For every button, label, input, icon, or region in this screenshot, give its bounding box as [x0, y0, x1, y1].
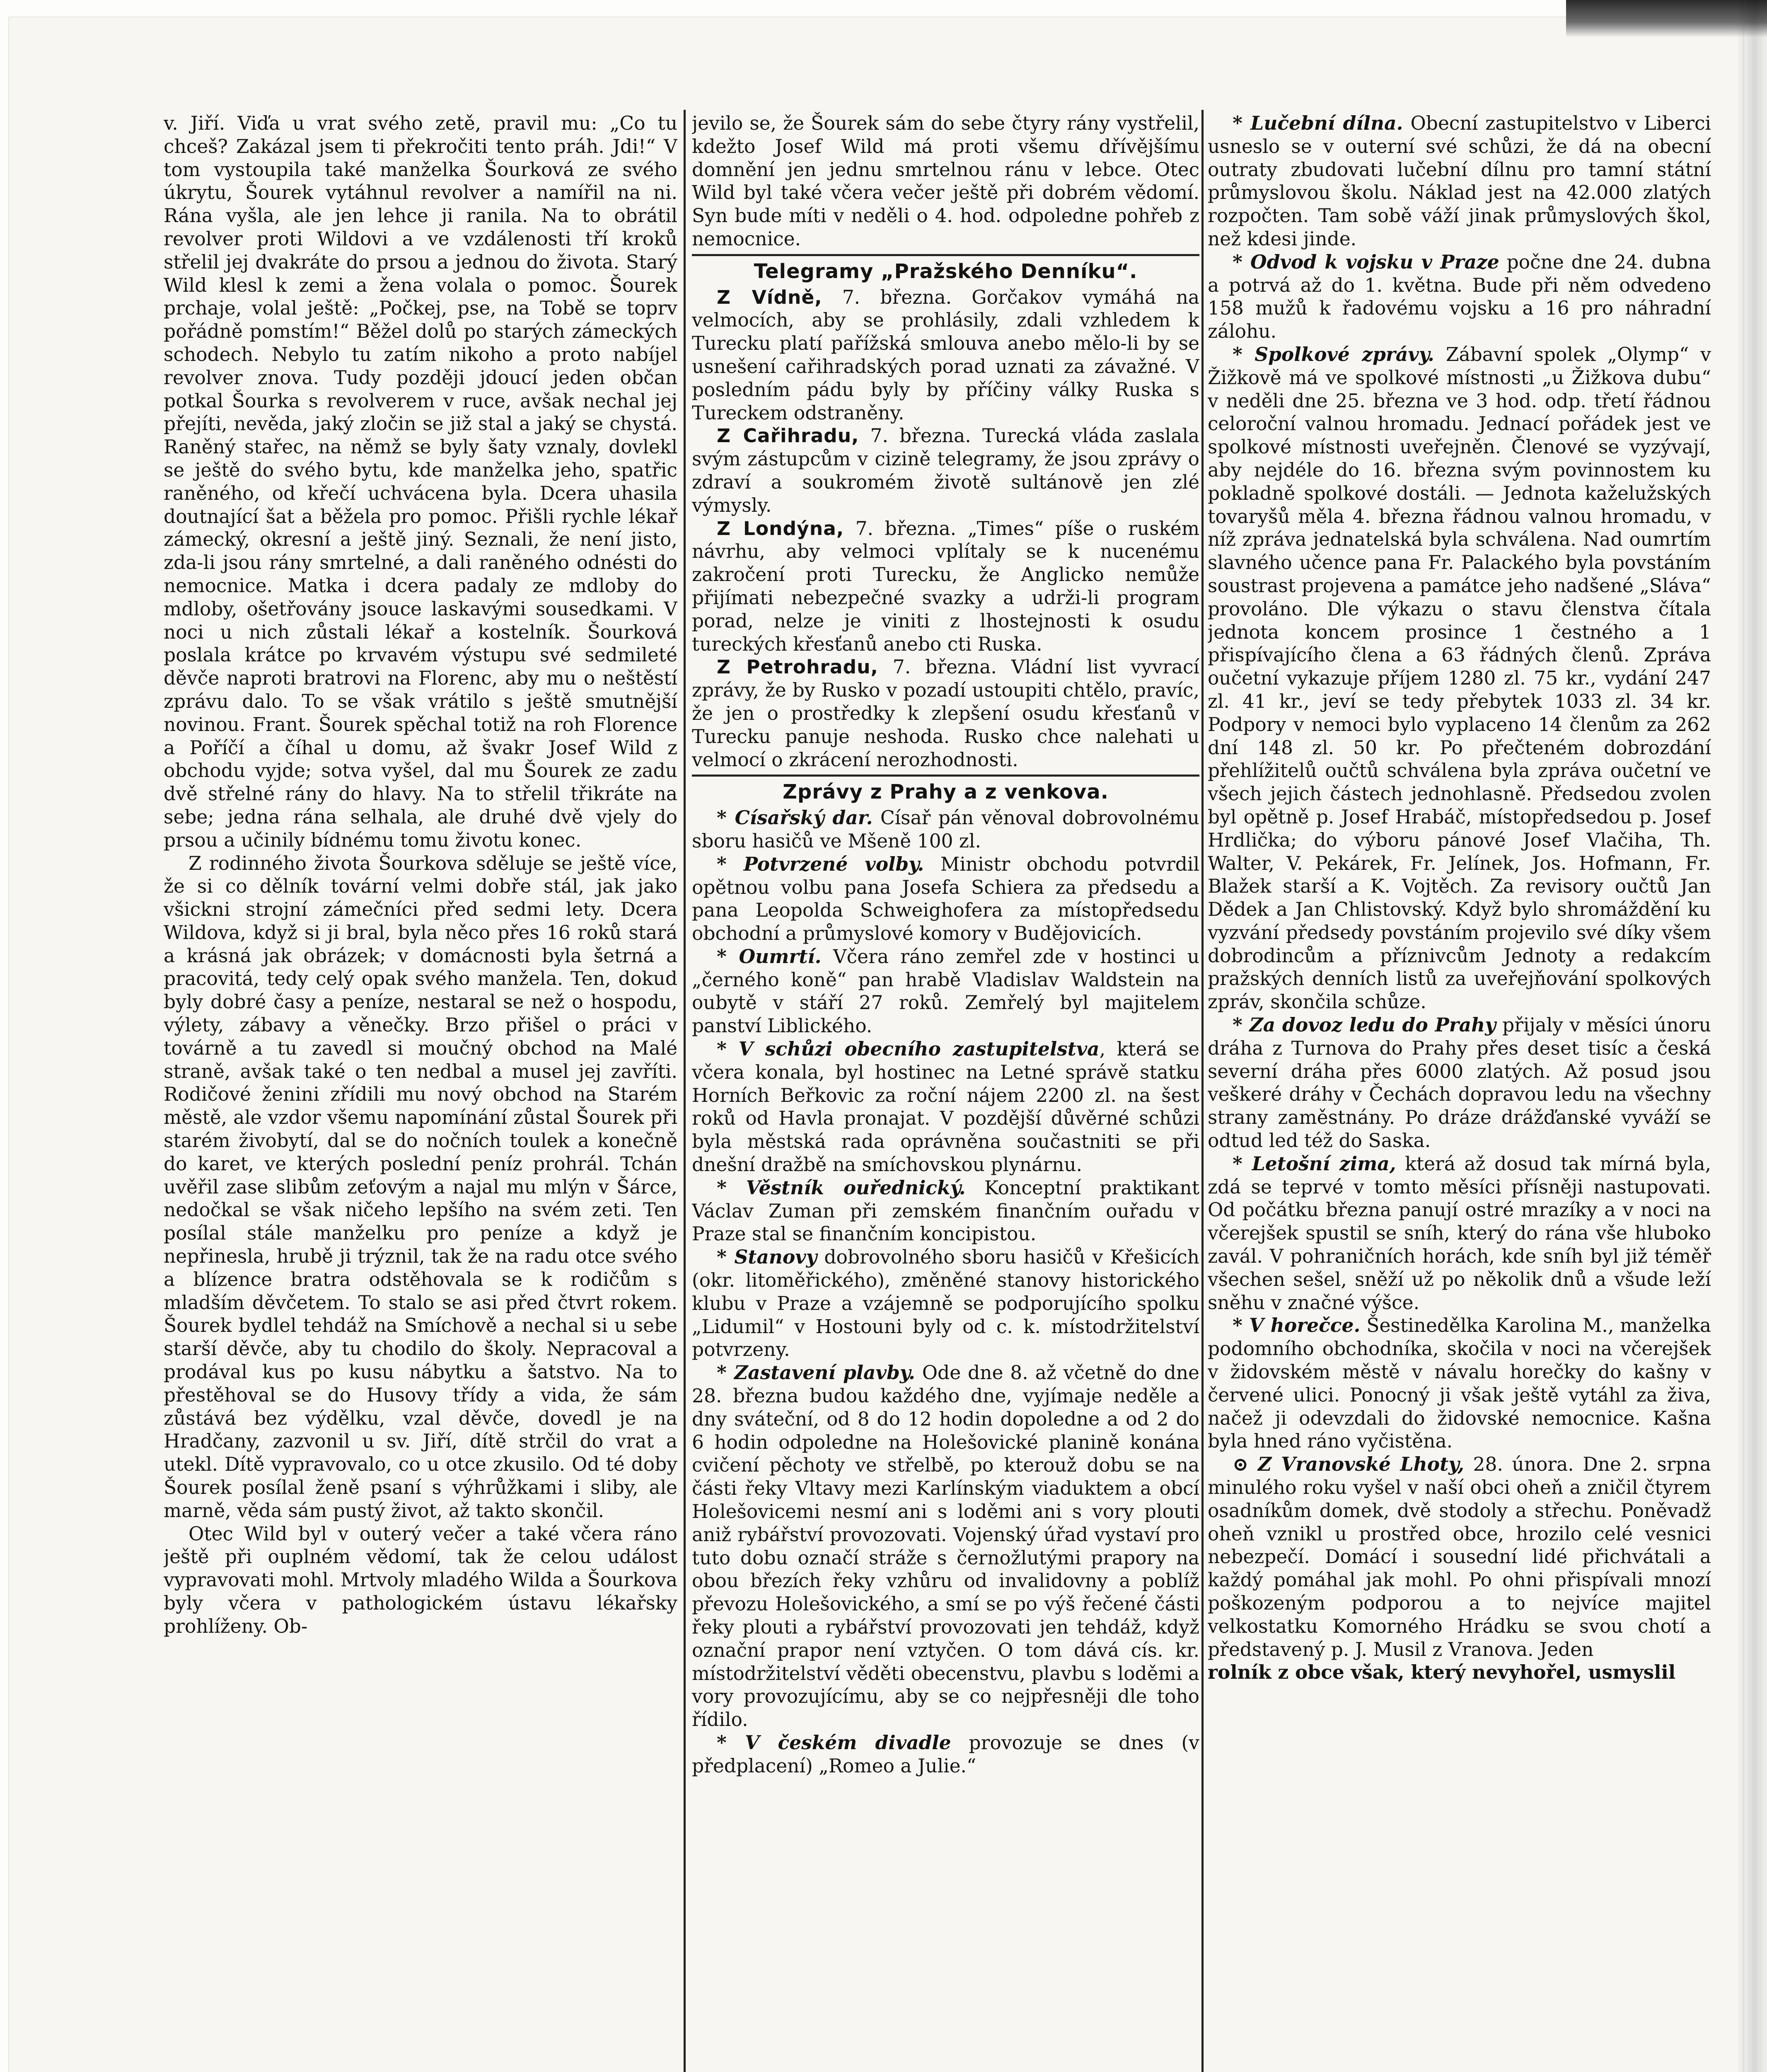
telegram-item [692, 517, 1199, 656]
section-divider [692, 775, 1199, 777]
news-item-head: * Letošní zima, [1233, 1152, 1396, 1175]
article-paragraph: v. Jiří. Viďa u vrat svého zetě, pravil mu: „Co tu chceš? Zakázal jsem ti překročiti tento práh. Jdi!“ V tom vystoupila také manželka Šourková ze svého úkrytu, Šourek vytáhnul revolver a namířil na ni. Rána vyšla, ale jen lehce ji ranila. Na to obrátil revolver proti Wildovi a ve vzdálenosti tří kroků střelil jej dvakráte do prsou a jednou do života. Starý Wild klesl k zemi a žena volala o pomoc. Šourek prchaje, volal ještě: „Počkej, pse, na Tobě se toprv pořádně pomstím!“ Běžel dolů po starých zámeckých schodech. Nebylo tu zatím nikoho a proto nabíjel revolver znova. Tudy později jdoucí jeden občan potkal Šourka s revolverem v ruce, avšak nechal jej přejíti, nevěda, jaký zločin se již stal a jaký se chystá. Raněný stařec, na němž se byly šaty vznaly, dovlekl se ještě do svého bytu, kde manželka jeho, spatřic raněného, od křečí uchvácena byla. Dcera uhasila doutnající šat a běžela pro pomoc. Přišli rychle lékař zámecký, okresní a ještě jiný. Seznali, že není jisto, zda-li jsou rány smrtelné, a dali raněného odnésti do nemocnice. Matka i dcera padaly ze mdloby do mdloby, ošetřovány jsouce laskavými sousedkami. V noci u nich zůstali lékař a kostelník. Šourková poslala krátce po krvavém výstupu své sedmileté děvče naproti bratrovi na Florenc, aby mu o neštěstí zprávu dalo. To se však vrátilo s ještě smutnější novinou. Frant. Šourek spěchal totiž na roh Florence a Poříčí a číhal u domu, až švakr Josef Wild z obchodu vyjde; sotva vyšel, dal mu Šourek ze zadu dvě střelné rány do hlavy. Na to střelil třikráte na sebe; jedna rána selhala, ale druhé dvě vjely do prsou a učinily bídnému tomu životu konec. [164, 112, 677, 851]
news-item-head: * Odvod k vojsku v Praze [1233, 250, 1499, 273]
news-item-text: počne dne 24. dubna a potrvá až do 1. května. Bude při něm odvedeno 158 mužů k řadovému vojsku a 16 pro náhradní zálohu. [1208, 251, 1711, 343]
news-item [692, 853, 1199, 945]
news-heading: Zprávy z Prahy a z venkova. [783, 780, 1109, 804]
news-item-text: 28. února. Dne 2. srpna minulého roku vyšel v naší obci oheň a zničil čtyrem osadníkům domek, dvě stodoly a střechu. Poněvadž oheň vznikl u prostřed obce, hrozilo celé vesnici nebezpečí. Domácí i sousední lidé přichvátali a každý pomáhal jak mohl. Po ohni přispívali mnozí poškozeným podporou a to nejvíce majitel velkostatku Komorného Hrádku se svou chotí a představený p. J. Musil z Vranova. Jeden [1208, 1453, 1711, 1661]
news-item-text: , která se včera konala, byl hostinec na Letné správě statku Horních Beřkovic za roční nájem 2200 zl. na šest roků od Havla pronajat. V pozdější důvěrné schůzi byla městská rada oprávněna součastniti se při dnešní dražbě na smíchovskou plynárnu. [692, 1038, 1199, 1176]
news-item [1208, 343, 1711, 1014]
news-item-text: přijaly v měsíci únoru dráha z Turnova do Prahy přes deset tisíc a česká severní dráha přes 6000 zlatých. Až posud jsou veškeré dráhy v Čechách dopravou ledu na všechny strany zaměstnány. Po dráze drážďanské vyváží se odtud led též do Saska. [1208, 1014, 1711, 1152]
news-item [1208, 1661, 1711, 1684]
news-item-head: * V horečce. [1233, 1314, 1361, 1337]
news-item [1208, 251, 1711, 343]
news-item-head: * Spolkové zprávy. [1233, 343, 1434, 366]
telegram-place: Z Vídně, [717, 286, 822, 308]
news-item-head: * Věstník ouřednický. [717, 1176, 966, 1199]
news-item [692, 1038, 1199, 1176]
news-item [692, 806, 1199, 853]
news-item [692, 1731, 1199, 1778]
column-middle [692, 112, 1199, 2072]
news-item-head: * Zastavení plavby. [717, 1361, 915, 1384]
telegram-text: 7. března. Turecká vláda zaslala svým zástupcům v cizině telegramy, že jsou zprávy o zdraví a soukromém životě sultánově jen zlé výmysly. [692, 425, 1199, 516]
news-item [1208, 1453, 1711, 1661]
news-item [692, 1176, 1199, 1246]
news-item-text: která až dosud tak mírná byla, zdá se teprvé v tomto měsíci přísněji nastupovati. Od počátku března panují ostré mrazíky a v noci na včerejšek spustil se sníh, který do rána vše hluboko zavál. V pohraničních horách, kde sníh byl již téměř všechen sešel, sněží už po několik dnů a všude leží sněhu v značné výšce. [1208, 1152, 1711, 1314]
telegram-item [692, 424, 1199, 517]
telegram-place: Z Londýna, [717, 517, 844, 540]
news-item-text: Císař pán věnoval dobrovolnému sboru hasičů ve Mšeně 100 zl. [692, 807, 1199, 852]
scan-edge-shadow-right [1736, 0, 1767, 2072]
section-divider [692, 254, 1199, 256]
column-right [1208, 112, 1711, 2072]
news-item-head: * Za dovoz ledu do Prahy [1233, 1014, 1496, 1036]
news-item-head: * V českém divadle [717, 1731, 951, 1754]
column-left [164, 112, 677, 2072]
news-item-head: * V schůzi obecního zastupitelstva [717, 1038, 1100, 1060]
news-item-text: provozuje se dnes (v předplacení) „Romeo a Julie.“ [692, 1731, 1199, 1777]
news-item-head: * Lučební dílna. [1233, 112, 1403, 134]
news-item-text: Konceptní praktikant Václav Zuman při zemském finančním ouřadu v Praze stal se finančním koncipistou. [692, 1176, 1199, 1245]
news-item-head: * Oumrtí. [717, 945, 822, 968]
news-item-text: Ode dne 8. až včetně do dne 28. března budou každého dne, vyjímaje neděle a dny sváteční, od 8 do 12 hodin dopoledne a od 2 do 6 hodin odpoledne na Holešovické planině konána cvičení pěchoty ve střelbě, po kterouž dobu se na části řeky Vltavy mezi Karlínským viaduktem a obcí Holešovicemi nesmí ani s loděmi ani s vory plouti aniž rybářství provozovati. Vojenský úřad vystaví pro tuto dobu označí stráže s černožlutými prapory na obou březích řeky vzhůru od invalidovny a poblíž převozu Holešovického, a smí se po výš řečené části řeky plouti a rybářství provozovati jen tehdáž, když označní prapor není vztyčen. O tom dává cís. kr. místodržitelství věděti obecenstvu, plavbu s loděmi a vory provozujícímu, aby se co nejpřesněji dle toho řídilo. [692, 1362, 1199, 1731]
news-item [1208, 1152, 1711, 1314]
news-item-text: Zábavní spolek „Olymp“ v Žižkově má ve spolkové místnosti „u Žižkova dubu“ v neděli dne 25. března ve 3 hod. odp. třetí řádnou celoroční valnou hromadu. Jednací pořádek jest ve spolkové místnosti uveřejněn. Členové se vyzývají, aby nejdéle do 16. března svým povinnostem ku pokladně spolkové dostáli. — Jednota kaželužských tovaryšů měla 4. března řádnou valnou hromadu, v níž zpráva jednatelská byla schválena. Nad oumrtím slavného učence pana Fr. Palackého byla povstáním soustrast projevena a památce jeho nadšené „Sláva“ provoláno. Dle výkazu o stavu členstva čítala jednota koncem prosince 1 čestného a 1 přispívajícího člena a 63 řádných členů. Zpráva oučetní vykazuje příjem 1280 zl. 75 kr., vydání 247 zl. 41 kr., jeví se tedy přebytek 1033 zl. 34 kr. Podpory v nemoci bylo vyplaceno 14 členům za 262 dní 148 zl. 50 kr. Po přečteném dobrozdání přehlížitelů oučtů schválena byla zpráva oučetní ve všech jejich částech jednohlasně. Předsedou zvolen byl opětně p. Josef Hrabáč, místopředsedou p. Josef Hrdlička; do výboru pánové Josef Vlačiha, Th. Walter, V. Pekárek, Fr. Jelínek, Jos. Hofmann, Fr. Blažek starší a K. Vojtěch. Za revisory oučtů Jan Dědek a Jan Chlistovský. Když bylo shromáždění ku vyzvání předsedy povstáním projevilo své díky všem dobrodincům a příznivcům Jednoty a redakcím pražských denních listů za uveřejňování spolkových zpráv, skončila schůze. [1208, 343, 1711, 1013]
article-continuation: jevilo se, že Šourek sám do sebe čtyry rány vystřelil, kdežto Josef Wild má proti všemu dřívějšímu domnění jen jednu smrtelnou ránu v lebce. Otec Wild byl také včera večer ještě při dobrém vědomí. Syn bude míti v neděli o 4. hod. odpoledne pohřeb z nemocnice. [692, 112, 1199, 250]
news-item-text: Včera ráno zemřel zde v hostinci u „černého koně“ pan hrabě Vladislav Waldstein na oubytě v stáří 27 roků. Zemřelý byl majitelem panství Liblického. [692, 945, 1199, 1037]
telegram-place: Z Petrohradu, [717, 656, 878, 678]
news-item [1208, 1014, 1711, 1152]
news-item-head: rolník z obce však, který nevyhořel, usmyslil [1208, 1661, 1676, 1684]
news-item-text: dobrovolného sboru hasičů v Křešicích (okr. litoměřického), změněné stanovy historického klubu v Praze a vzájemně se podporujícího spolku „Lidumil“ v Hostouni byly od c. k. místodržitelství potvrzeny. [692, 1246, 1199, 1361]
news-item [692, 1246, 1199, 1361]
news-item-head: * Císařský dar. [717, 806, 873, 829]
news-item [692, 1361, 1199, 1731]
telegram-text: 7. března. Vládní list vyvrací zprávy, že by Rusko v pozadí ustoupiti chtělo, pravíc, že jen o prostředky k zlepšení osudu křesťanů v Turecku panuje neshoda. Rusko chce nalehati u velmocí o zkrácení nerozhodnosti. [692, 656, 1199, 771]
news-item [1208, 1314, 1711, 1453]
telegrams-heading: Telegramy „Pražského Denníku“. [754, 259, 1138, 283]
news-item-text: Ministr obchodu potvrdil opětnou volbu pana Josefa Schiera za předsedu a pana Leopolda Schweighofera za místopředsedu obchodní a průmyslové komory v Budějovicích. [692, 853, 1199, 945]
news-item-head: * Potvrzené volby. [717, 852, 924, 875]
news-item [692, 945, 1199, 1038]
telegram-text: 7. března. Gorčakov vymáhá na velmocích, aby se prohlásily, zdali vzhledem k Turecku platí pařížská smlouva anebo mělo-li by se usnešení cařihradských porad uznati za závažné. V posledním pádu byly by příčiny války Ruska s Tureckem odstraněny. [692, 286, 1199, 424]
telegram-place: Z Cařihradu, [717, 425, 859, 447]
news-item-text: Šestinedělka Karolina M., manželka podomního obchodníka, skočila v noci na včerejšek v židovském městě v návalu horečky do kašny v červené ulici. Ponocný ji však ještě vytáhl za živa, načež ji odevzdali do židovské nemocnice. Kašna byla hned ráno vyčistěna. [1208, 1314, 1711, 1452]
column-rule [1201, 110, 1204, 2072]
column-rule [684, 110, 686, 2072]
telegram-text: 7. března. „Times“ píše o ruském návrhu, aby velmoci vplítaly se k nucenému zakročení proti Turecku, že Anglicko nemůže přijímati nebezpečné svazky a udrži-li program porad, nelze je viniti z lhostejnosti k osudu tureckých křesťanů anebo cti Ruska. [692, 517, 1199, 655]
telegram-item [692, 656, 1199, 771]
news-item-text: Obecní zastupitelstvo v Liberci usneslo se v outerní své schůzi, že dá na obecní outraty zbudovati lučební dílnu pro tamní státní průmyslovou školu. Náklad jest na 42.000 zlatých rozpočten. Tam sobě váží jinak průmyslových škol, než kdesi jinde. [1208, 112, 1711, 250]
news-item-head: ⊙ Z Vranovské Lhoty, [1233, 1453, 1465, 1476]
article-paragraph: Z rodinného života Šourkova sděluje se ještě více, že si co dělník tovární velmi dobře stál, jak jako všickni strojní zámečníci před sedmi lety. Dcera Wildova, když si ji bral, byla něco přes 16 roků stará a krásná jak obrázek; v domácnosti byla šetrná a pracovitá, tedy celý opak svého manžela. Ten, dokud byly dobré časy a peníze, nestaral se než o hospodu, výlety, zábavy a věnečky. Brzo přišel o práci v továrně a tu zavedl si moučný obchod na Malé straně, avšak také o ten nedbal a musel jej zavříti. Rodičové ženini zřídili mu nový obchod na Starém městě, ale vzdor všemu napomínání zůstal Šourek při starém živobytí, dal se do nočních toulek a konečně do karet, ve kterých poslední peníz prohrál. Tchán uvěřil zase slibům zeťovým a najal mu mlýn v Šárce, nedočkal se však ničeho lepšího na svém zeti. Ten posílal stále manželku pro peníze a když je nepřinesla, hrubě ji trýznil, tak že na radu otce svého a blízence bratra odstěhovala se k rodičům s mladším děvčetem. To stalo se asi před čtvrt rokem. Šourek bydlel tehdáž na Smíchově a nechal si u sebe starší děvče, aby tu chodilo do školy. Nepracoval a prodával kus po kusu nábytku a šatstvo. Na to přestěhoval se do Husovy třídy a vida, že sám zůstává bez výdělku, vzal děvče, dovedl je na Hradčany, zazvonil u sv. Jiří, dítě strčil do vrat a utekl. Dítě vypravovalo, co u otce zkusilo. Od té doby Šourek posílal ženě psaní s výhrůžkami i sliby, ale marně, věda sám pustý život, až takto skončil. [164, 852, 677, 1522]
news-item-head: * Stanovy [717, 1246, 817, 1268]
telegram-item [692, 286, 1199, 425]
news-item [1208, 112, 1711, 251]
article-paragraph: Otec Wild byl v outerý večer a také včera ráno ještě při ouplném vědomí, tak že celou událost vypravovati mohl. Mrtvoly mladého Wilda a Šourkova byly včera v pathologickém ústavu lékařsky prohlíženy. Ob- [164, 1523, 677, 1637]
